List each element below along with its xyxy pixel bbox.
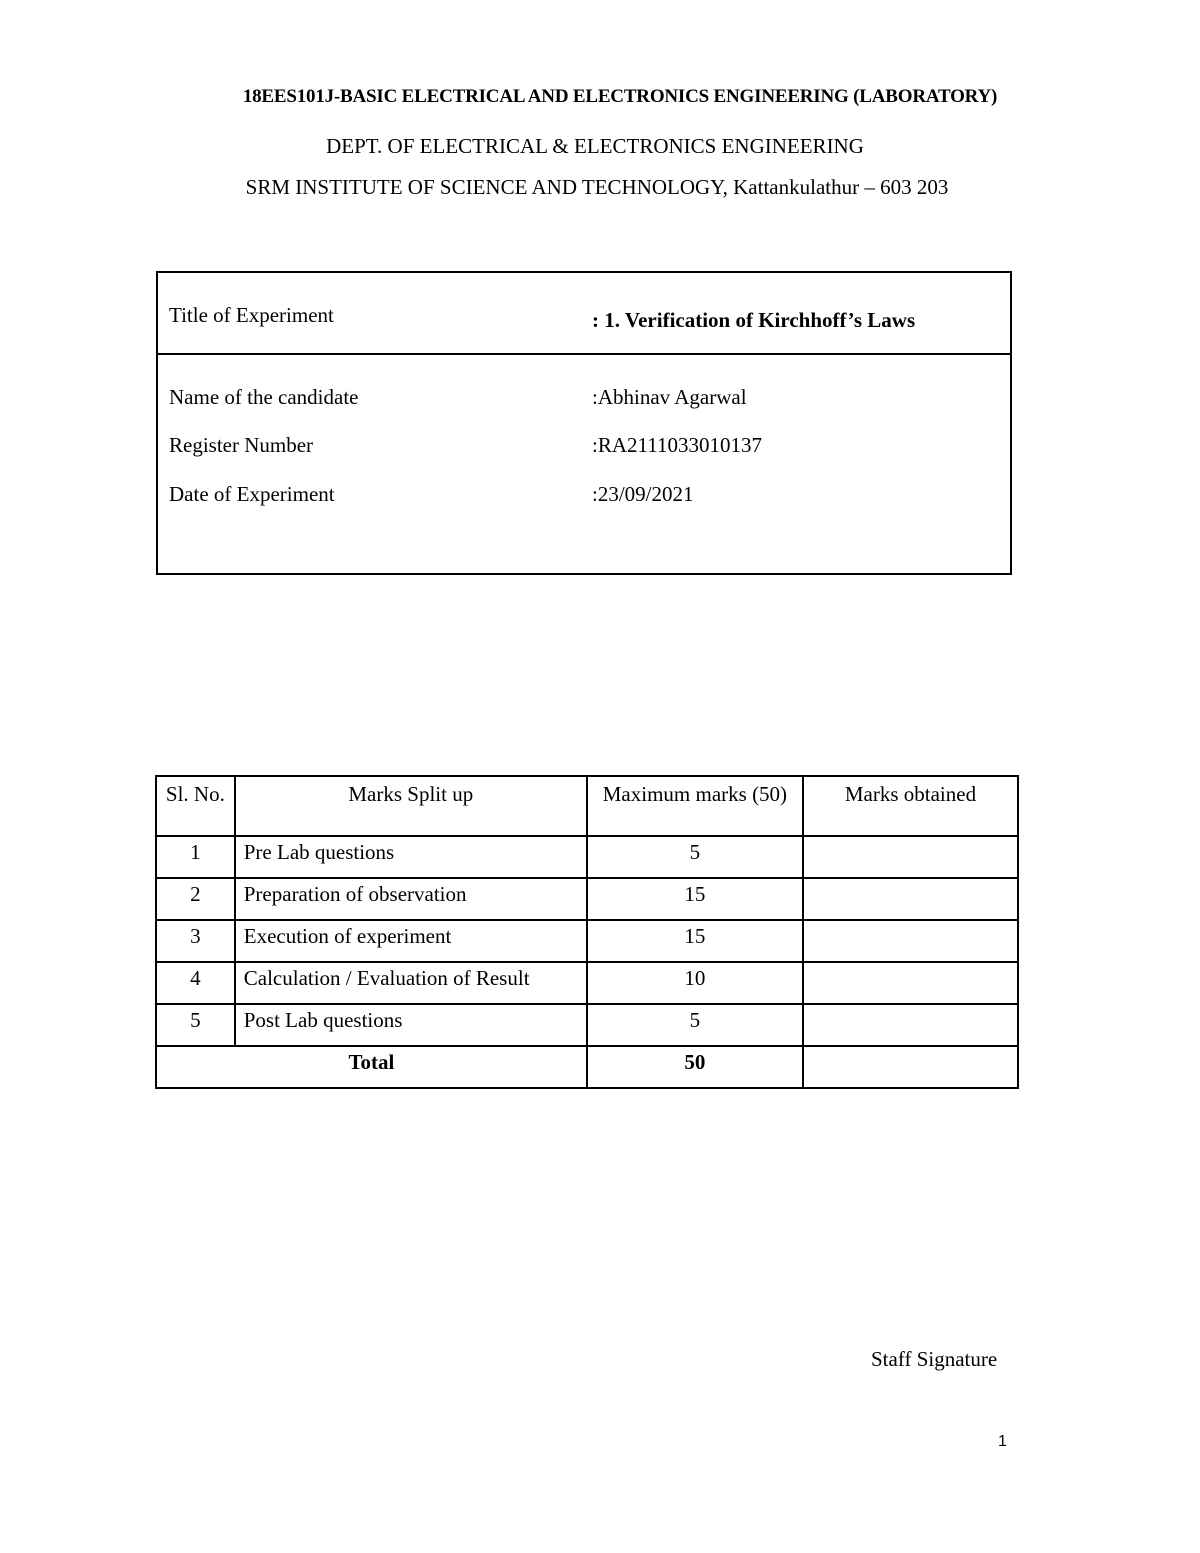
row-item: Calculation / Evaluation of Result	[235, 962, 587, 1004]
row-max-marks: 5	[587, 836, 803, 878]
candidate-name-label: Name of the candidate	[169, 385, 359, 409]
table-row	[156, 878, 1018, 920]
table-total-row	[156, 1046, 1018, 1088]
title-of-experiment-value: : 1. Verification of Kirchhoff’s Laws	[592, 308, 916, 332]
staff-signature-label: Staff Signature	[871, 1347, 998, 1371]
date-of-experiment-value: :23/09/2021	[592, 482, 694, 506]
register-number-value: :RA2111033010137	[592, 433, 762, 457]
header-marks-obtained: Marks obtained	[803, 776, 1018, 836]
total-marks-obtained	[803, 1046, 1018, 1088]
table-header-row	[156, 776, 1018, 836]
header-maximum-marks: Maximum marks (50)	[587, 776, 803, 836]
candidate-name-value: :Abhinav Agarwal	[592, 385, 747, 409]
title-of-experiment-label: Title of Experiment	[169, 303, 334, 327]
row-item: Preparation of observation	[235, 878, 587, 920]
table-row	[156, 920, 1018, 962]
row-max-marks: 15	[587, 878, 803, 920]
row-marks-obtained	[803, 878, 1018, 920]
page-number: 1	[998, 1433, 1007, 1450]
table-row	[156, 836, 1018, 878]
header-marks-split-up: Marks Split up	[235, 776, 587, 836]
department-name: DEPT. OF ELECTRICAL & ELECTRONICS ENGINEERING	[326, 134, 864, 158]
row-marks-obtained	[803, 836, 1018, 878]
table-row	[156, 962, 1018, 1004]
institute-name: SRM INSTITUTE OF SCIENCE AND TECHNOLOGY, Kattankulathur – 603 203	[245, 175, 949, 199]
row-max-marks: 15	[587, 920, 803, 962]
row-sl-no: 4	[156, 962, 235, 1004]
row-marks-obtained	[803, 1004, 1018, 1046]
row-item: Post Lab questions	[235, 1004, 587, 1046]
row-sl-no: 1	[156, 836, 235, 878]
total-label: Total	[156, 1046, 587, 1088]
row-sl-no: 3	[156, 920, 235, 962]
row-max-marks: 5	[587, 1004, 803, 1046]
total-max-marks: 50	[587, 1046, 803, 1088]
row-item: Execution of experiment	[235, 920, 587, 962]
row-marks-obtained	[803, 962, 1018, 1004]
header-sl-no: Sl. No.	[156, 776, 235, 836]
row-max-marks: 10	[587, 962, 803, 1004]
table-row	[156, 1004, 1018, 1046]
info-box-divider	[156, 353, 1012, 355]
course-title: 18EES101J-BASIC ELECTRICAL AND ELECTRONICS ENGINEERING (LABORATORY)	[242, 86, 998, 107]
row-marks-obtained	[803, 920, 1018, 962]
register-number-label: Register Number	[169, 433, 314, 457]
row-item: Pre Lab questions	[235, 836, 587, 878]
date-of-experiment-label: Date of Experiment	[169, 482, 335, 506]
marks-table	[155, 775, 1019, 1089]
row-sl-no: 2	[156, 878, 235, 920]
row-sl-no: 5	[156, 1004, 235, 1046]
